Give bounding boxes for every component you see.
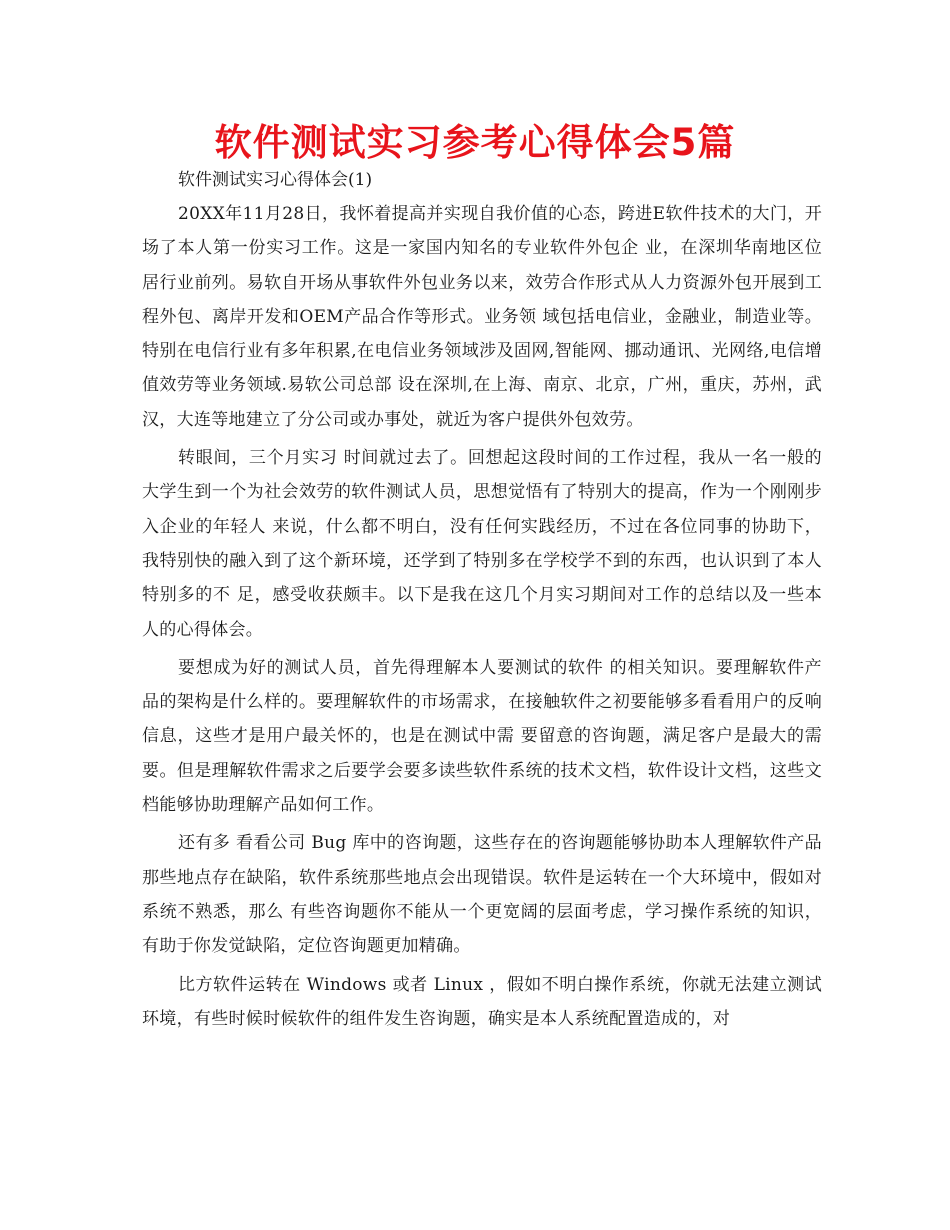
paragraph: 要想成为好的测试人员，首先得理解本人要测试的软件 的相关知识。要理解软件产品的架构是什么样的。要理解软件的市场需求，在接触软件之初要能够多看看用户的反响信息，这些才是用户最关怀的，也是在测试中需 要留意的咨询题，满足客户是最大的需要。但是理解软件需求之后要学会要多读些软件系统的技术文档，软件设计文档，这些文档能够协助理解产品如何工作。 (142, 657, 822, 816)
document-body (142, 163, 822, 1040)
paragraph: 转眼间，三个月实习 时间就过去了。回想起这段时间的工作过程，我从一名一般的大学生到一个为社会效劳的软件测试人员，思想觉悟有了特别大的提高，作为一个刚刚步入企业的年轻人 来说，什么都不明白，没有任何实践经历，不过在各位同事的协助下，我特别快的融入到了这个新环境，还学到了特别多在学校学不到的东西，也认识到了本人特别多的不 足，感受收获颇丰。以下是我在这几个月实习期间对工作的总结以及一些本人的心得体会。 (142, 448, 822, 640)
paragraph: 还有多 看看公司 Bug 库中的咨询题，这些存在的咨询题能够协助本人理解软件产品那些地点存在缺陷，软件系统那些地点会出现错误。软件是运转在一个大环境中，假如对系统不熟悉，那么 有些咨询题你不能从一个更宽阔的层面考虑，学习操作系统的知识，有助于你发觉缺陷，定位咨询题更加精确。 (142, 833, 822, 957)
paragraph: 比方软件运转在 Windows 或者 Linux ，假如不明白操作系统，你就无法建立测试环境，有些时候时候软件的组件发生咨询题，确实是本人系统配置造成的，对 (142, 974, 822, 1029)
document-title: 软件测试实习参考心得体会5篇 (214, 121, 736, 164)
section-subtitle: 软件测试实习心得体会(1) (178, 170, 373, 190)
paragraph: 20XX年11月28日，我怀着提高并实现自我价值的心态，跨进E软件技术的大门，开场了本人第一份实习工作。这是一家国内知名的专业软件外包企 业，在深圳华南地区位居行业前列。易软自开场从事软件外包业务以来，效劳合作形式从人力资源外包开展到工程外包、离岸开发和OEM产品合作等形式。业务领 域包括电信业，金融业，制造业等。特别在电信行业有多年积累,在电信业务领域涉及固网,智能网、挪动通讯、光网络,电信增值效劳等业务领域.易软公司总部 设在深圳,在上海、南京、北京，广州，重庆，苏州，武汉，大连等地建立了分公司或办事处，就近为客户提供外包效劳。 (142, 204, 822, 430)
